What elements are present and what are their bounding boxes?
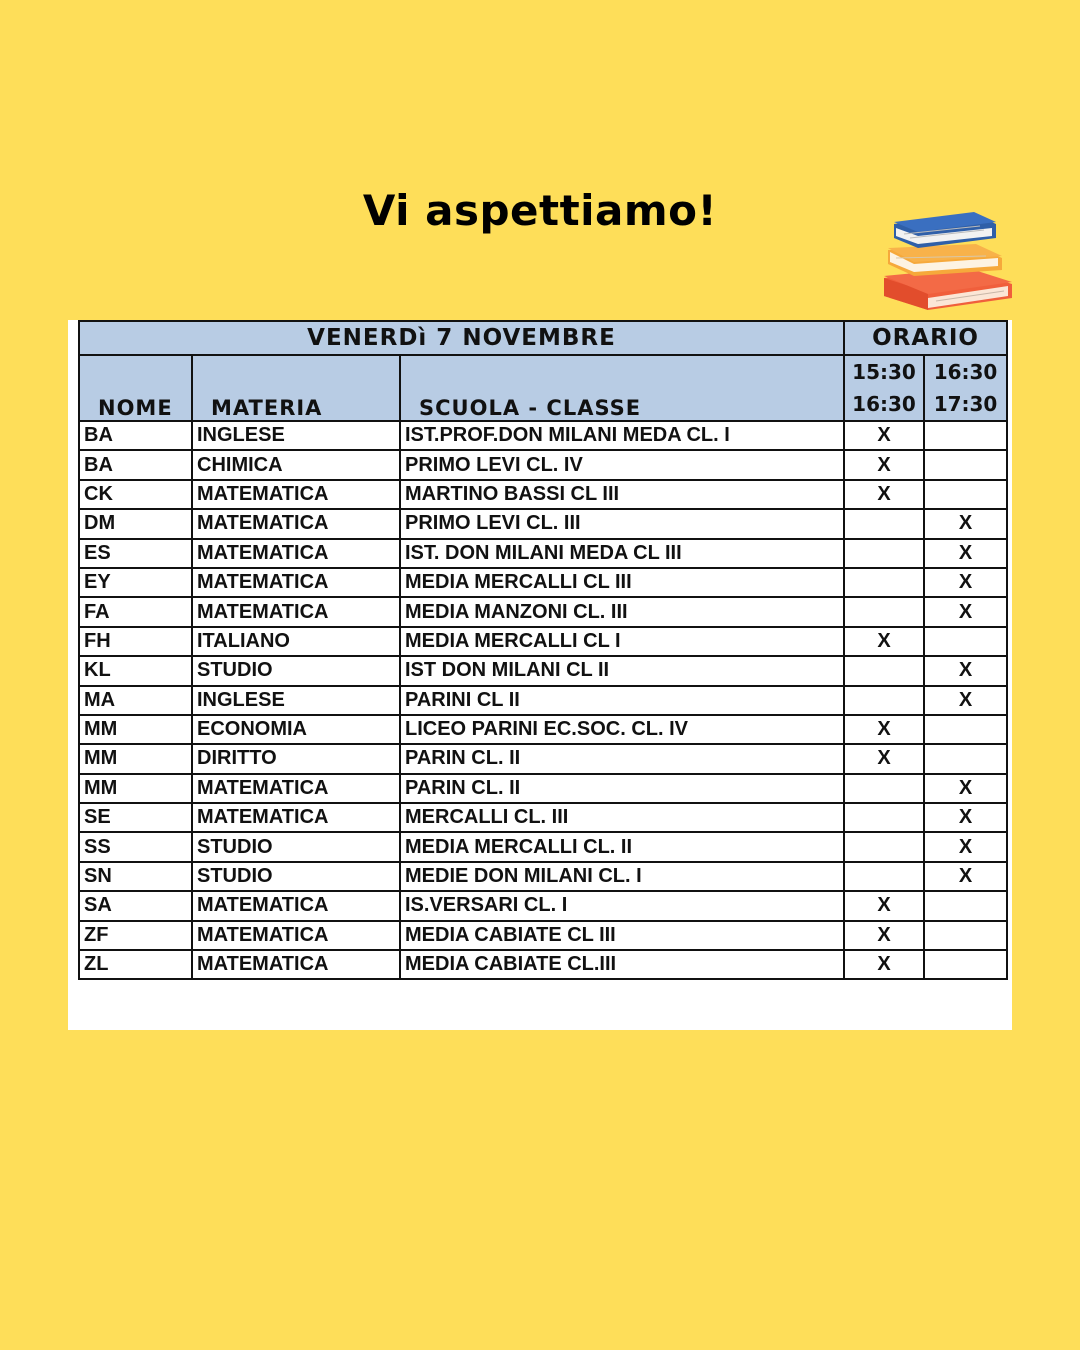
materia-cell: MATEMATICA — [192, 891, 400, 920]
table-row — [79, 656, 1007, 685]
slot-2-mark — [924, 450, 1007, 479]
column-header-nome: NOME — [79, 355, 192, 421]
slot-1-mark — [844, 568, 924, 597]
scuola-cell: MEDIE DON MILANI CL. I — [400, 862, 844, 891]
nome-cell: ES — [79, 539, 192, 568]
slot-1-mark: X — [844, 421, 924, 450]
table-row — [79, 862, 1007, 891]
slot-2-mark: X — [924, 686, 1007, 715]
nome-cell: CK — [79, 480, 192, 509]
slot-1-mark — [844, 832, 924, 861]
scuola-cell: MEDIA MERCALLI CL. II — [400, 832, 844, 861]
table-row — [79, 539, 1007, 568]
slot-2-start: 16:30 — [924, 355, 1007, 388]
slot-1-mark — [844, 509, 924, 538]
nome-cell: MM — [79, 774, 192, 803]
slot-2-mark: X — [924, 539, 1007, 568]
nome-cell: EY — [79, 568, 192, 597]
slot-1-mark — [844, 539, 924, 568]
table-row — [79, 921, 1007, 950]
slot-1-mark — [844, 803, 924, 832]
slot-1-mark: X — [844, 480, 924, 509]
slot-2-mark — [924, 715, 1007, 744]
slot-2-mark: X — [924, 803, 1007, 832]
materia-cell: STUDIO — [192, 656, 400, 685]
materia-cell: STUDIO — [192, 862, 400, 891]
slot-1-mark — [844, 656, 924, 685]
page-headline: Vi aspettiamo! — [362, 186, 718, 235]
table-row — [79, 803, 1007, 832]
slot-1-mark — [844, 862, 924, 891]
slot-1-mark — [844, 686, 924, 715]
table-row — [79, 744, 1007, 773]
slot-2-mark: X — [924, 656, 1007, 685]
slot-2-mark — [924, 891, 1007, 920]
slot-1-start: 15:30 — [844, 355, 924, 388]
scuola-cell: LICEO PARINI EC.SOC. CL. IV — [400, 715, 844, 744]
slot-2-mark: X — [924, 509, 1007, 538]
scuola-cell: PARIN CL. II — [400, 744, 844, 773]
scuola-cell: IST DON MILANI CL II — [400, 656, 844, 685]
slot-1-mark — [844, 774, 924, 803]
slot-1-mark: X — [844, 627, 924, 656]
materia-cell: MATEMATICA — [192, 509, 400, 538]
materia-cell: MATEMATICA — [192, 480, 400, 509]
slot-2-end: 17:30 — [924, 388, 1007, 421]
nome-cell: SE — [79, 803, 192, 832]
table-row — [79, 509, 1007, 538]
table-row — [79, 627, 1007, 656]
materia-cell: ITALIANO — [192, 627, 400, 656]
column-header-scuola: SCUOLA - CLASSE — [400, 355, 844, 421]
slot-1-mark: X — [844, 891, 924, 920]
materia-cell: MATEMATICA — [192, 803, 400, 832]
scuola-cell: MEDIA MANZONI CL. III — [400, 597, 844, 626]
scuola-cell: PRIMO LEVI CL. III — [400, 509, 844, 538]
scuola-cell: IST. DON MILANI MEDA CL III — [400, 539, 844, 568]
nome-cell: SN — [79, 862, 192, 891]
schedule-rows — [79, 421, 1007, 979]
slot-2-mark: X — [924, 862, 1007, 891]
table-title: VENERDì 7 NOVEMBRE — [79, 321, 844, 355]
slot-2-mark — [924, 421, 1007, 450]
materia-cell: INGLESE — [192, 421, 400, 450]
nome-cell: MM — [79, 744, 192, 773]
nome-cell: BA — [79, 450, 192, 479]
scuola-cell: MEDIA MERCALLI CL III — [400, 568, 844, 597]
table-row — [79, 832, 1007, 861]
slot-2-mark: X — [924, 568, 1007, 597]
orario-header: ORARIO — [844, 321, 1007, 355]
nome-cell: KL — [79, 656, 192, 685]
schedule-table — [78, 320, 1008, 980]
nome-cell: ZL — [79, 950, 192, 979]
slot-2-mark — [924, 480, 1007, 509]
nome-cell: FA — [79, 597, 192, 626]
table-row — [79, 686, 1007, 715]
slot-2-mark: X — [924, 597, 1007, 626]
materia-cell: MATEMATICA — [192, 568, 400, 597]
nome-cell: ZF — [79, 921, 192, 950]
scuola-cell: MEDIA CABIATE CL III — [400, 921, 844, 950]
materia-cell: MATEMATICA — [192, 539, 400, 568]
nome-cell: MA — [79, 686, 192, 715]
nome-cell: BA — [79, 421, 192, 450]
schedule-sheet — [68, 320, 1012, 1030]
slot-2-mark — [924, 627, 1007, 656]
materia-cell: ECONOMIA — [192, 715, 400, 744]
slot-2-mark: X — [924, 832, 1007, 861]
table-row — [79, 480, 1007, 509]
scuola-cell: IS.VERSARI CL. I — [400, 891, 844, 920]
table-row — [79, 891, 1007, 920]
scuola-cell: IST.PROF.DON MILANI MEDA CL. I — [400, 421, 844, 450]
materia-cell: MATEMATICA — [192, 950, 400, 979]
nome-cell: MM — [79, 715, 192, 744]
materia-cell: STUDIO — [192, 832, 400, 861]
slot-1-mark — [844, 597, 924, 626]
slot-2-mark — [924, 744, 1007, 773]
scuola-cell: MEDIA CABIATE CL.III — [400, 950, 844, 979]
table-row — [79, 715, 1007, 744]
scuola-cell: PARINI CL II — [400, 686, 844, 715]
slot-1-mark: X — [844, 450, 924, 479]
slot-1-mark: X — [844, 744, 924, 773]
table-row — [79, 950, 1007, 979]
materia-cell: DIRITTO — [192, 744, 400, 773]
table-row — [79, 450, 1007, 479]
scuola-cell: PRIMO LEVI CL. IV — [400, 450, 844, 479]
table-row — [79, 597, 1007, 626]
slot-1-mark: X — [844, 921, 924, 950]
materia-cell: MATEMATICA — [192, 921, 400, 950]
nome-cell: SA — [79, 891, 192, 920]
scuola-cell: MERCALLI CL. III — [400, 803, 844, 832]
nome-cell: FH — [79, 627, 192, 656]
materia-cell: INGLESE — [192, 686, 400, 715]
materia-cell: MATEMATICA — [192, 774, 400, 803]
nome-cell: SS — [79, 832, 192, 861]
column-header-materia: MATERIA — [192, 355, 400, 421]
nome-cell: DM — [79, 509, 192, 538]
table-row — [79, 774, 1007, 803]
scuola-cell: PARIN CL. II — [400, 774, 844, 803]
slot-1-end: 16:30 — [844, 388, 924, 421]
slot-1-mark: X — [844, 715, 924, 744]
scuola-cell: MEDIA MERCALLI CL I — [400, 627, 844, 656]
table-row — [79, 568, 1007, 597]
scuola-cell: MARTINO BASSI CL III — [400, 480, 844, 509]
materia-cell: MATEMATICA — [192, 597, 400, 626]
slot-2-mark — [924, 950, 1007, 979]
slot-1-mark: X — [844, 950, 924, 979]
table-row — [79, 421, 1007, 450]
slot-2-mark: X — [924, 774, 1007, 803]
materia-cell: CHIMICA — [192, 450, 400, 479]
slot-2-mark — [924, 921, 1007, 950]
books-stack-icon — [876, 206, 1016, 324]
